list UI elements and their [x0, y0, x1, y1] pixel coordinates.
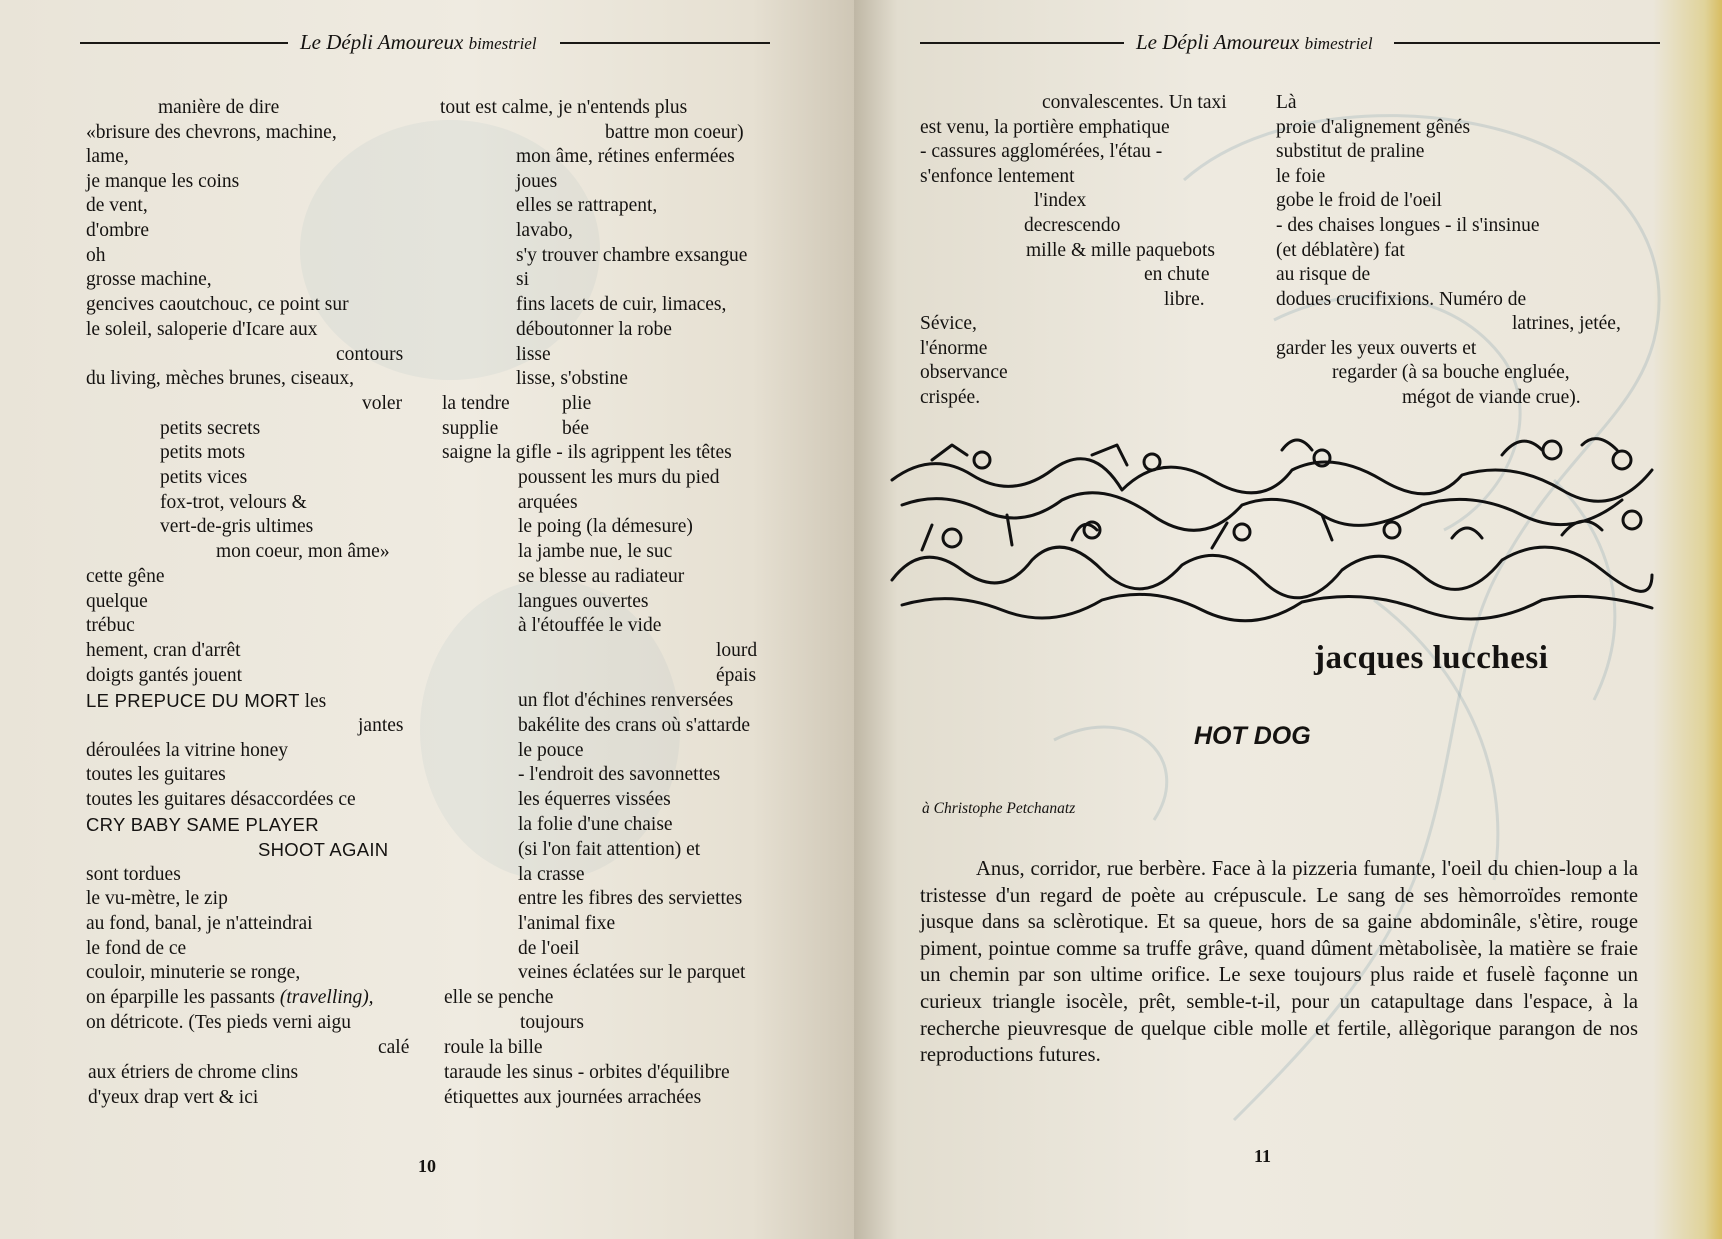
- poem-line: cette gêne: [86, 566, 165, 587]
- poem-line: déboutonner la robe: [516, 319, 672, 340]
- running-header: [80, 28, 770, 58]
- poem-line: épais: [716, 665, 757, 686]
- poem-line: étiquettes aux journées arrachées: [444, 1087, 702, 1108]
- poem-line: oh: [86, 245, 106, 266]
- poem-line: (et déblatère) fat: [1276, 240, 1405, 261]
- poem-line: grosse machine,: [86, 269, 212, 290]
- poem-line: lisse, s'obstine: [516, 368, 628, 389]
- poem-line: la jambe nue, le suc: [518, 541, 673, 562]
- poem-line: bakélite des crans où s'attarde: [518, 715, 751, 736]
- poem-line: le fond de ce: [86, 938, 187, 959]
- poem-line: bée: [562, 418, 590, 439]
- poem-line: si: [516, 269, 530, 290]
- journal-title: Le Dépli Amoureux bimestriel: [300, 30, 537, 54]
- poem-line: en chute: [1144, 264, 1210, 285]
- header-rule-right: [560, 42, 770, 44]
- poem-line: le pouce: [518, 740, 584, 761]
- poem-line: fox-trot, velours &: [160, 492, 307, 513]
- poem-line: le vu-mètre, le zip: [86, 888, 228, 909]
- poem-line: d'yeux drap vert & ici: [88, 1087, 259, 1108]
- poem-line: decrescendo: [1024, 215, 1121, 236]
- poem-line: de vent,: [86, 195, 148, 216]
- poem-line: déroulées la vitrine honey: [86, 740, 288, 761]
- poem-line: CRY BABY SAME PLAYER: [86, 814, 319, 835]
- poem-line: toutes les guitares désaccordées ce: [86, 789, 356, 810]
- poem-line: «brisure des chevrons, machine,: [86, 122, 337, 143]
- poem-line: au risque de: [1276, 264, 1371, 285]
- poem-line: dodues crucifixions. Numéro de: [1276, 289, 1527, 310]
- poem-line: mon coeur, mon âme»: [216, 541, 390, 562]
- poem-line: calé: [378, 1037, 410, 1058]
- poem-line: couloir, minuterie se ronge,: [86, 962, 301, 983]
- poem-line: saigne la gifle - ils agrippent les têtes: [442, 442, 732, 463]
- poem-line: je manque les coins: [86, 171, 240, 192]
- poem-line: voler: [362, 393, 403, 414]
- page-number: 10: [418, 1156, 436, 1176]
- dedication: à Christophe Petchanatz: [922, 800, 1076, 817]
- author-name: jacques lucchesi: [1314, 640, 1549, 676]
- header-rule-left: [920, 42, 1124, 44]
- poem-line: mon âme, rétines enfermées: [516, 146, 735, 167]
- poem-line: - l'endroit des savonnettes: [518, 764, 721, 785]
- poem-line: lavabo,: [516, 220, 573, 241]
- poem-line: toutes les guitares: [86, 764, 226, 785]
- poem-line: latrines, jetée,: [1512, 313, 1621, 334]
- poem-line: se blesse au radiateur: [518, 566, 685, 587]
- poem-line: mégot de viande crue).: [1402, 387, 1581, 408]
- poem-line: les équerres vissées: [518, 789, 671, 810]
- poem-line: SHOOT AGAIN: [258, 839, 389, 860]
- poem-line: gencives caoutchouc, ce point sur: [86, 294, 349, 315]
- prose-paragraph: Anus, corridor, rue berbère. Face à la pizzeria fumante, l'oeil du chien-loup a la tristesse d'un regard de poète au crépuscule. Le sang de ses hèmorroïdes remonte jusque dans sa sclèrotique. Et sa queue, hors de sa gaine abdominâle, s'ètire, rouge piment, pointue comme sa truffe grâve, quand dûment mètabolisèe, la matière se fraie un chemin par son ultime orifice. Le sexe toujours plus raide et fuselè façonne un curieux triangle isocèle, prêt, semble-t-il, pour un catapultage dans l'espace, à la recherche pieuvresque de quelque cible molle et fertile, allègorique parangon de nos reproductions futures.: [920, 858, 1638, 1067]
- poem-line: doigts gantés jouent: [86, 665, 242, 686]
- poem-line: Sévice,: [920, 313, 977, 334]
- poem-line: la tendre: [442, 393, 510, 414]
- poem-line: proie d'alignement gênés: [1276, 117, 1471, 138]
- poem-line: est venu, la portière emphatique: [920, 117, 1170, 138]
- poem-line: poussent les murs du pied: [518, 467, 720, 488]
- poem-line: aux étriers de chrome clins: [88, 1062, 299, 1083]
- poem-line: joues: [516, 171, 558, 192]
- poem-line: taraude les sinus - orbites d'équilibre: [444, 1062, 730, 1083]
- poem-line: Là: [1276, 92, 1297, 113]
- poem-line: la folie d'une chaise: [518, 814, 673, 835]
- poem-line: veines éclatées sur le parquet: [518, 962, 746, 983]
- poem-line: hement, cran d'arrêt: [86, 640, 241, 661]
- poem-line: du living, mèches brunes, ciseaux,: [86, 368, 355, 389]
- header-rule-right: [1394, 42, 1660, 44]
- poem-line: plie: [562, 393, 592, 414]
- poem-line: l'animal fixe: [518, 913, 616, 934]
- poem-line: entre les fibres des serviettes: [518, 888, 743, 909]
- page-number: 11: [1254, 1146, 1272, 1166]
- journal-title: Le Dépli Amoureux bimestriel: [1136, 30, 1373, 54]
- poem-line: battre mon coeur): [605, 122, 744, 143]
- poem-line: libre.: [1164, 289, 1205, 310]
- poem-line: lisse: [516, 344, 551, 365]
- poem-line: on éparpille les passants (travelling),: [86, 987, 374, 1008]
- right-page: [854, 0, 1722, 1239]
- poem-line: au fond, banal, je n'atteindrai: [86, 913, 313, 934]
- poem-line: (si l'on fait attention) et: [518, 839, 701, 860]
- poem-line: observance: [920, 362, 1008, 383]
- poem-line: regarder (à sa bouche engluée,: [1332, 362, 1570, 383]
- poem-line: sont tordues: [86, 864, 181, 885]
- poem-line: vert-de-gris ultimes: [160, 516, 314, 537]
- poem-line: lame,: [86, 146, 129, 167]
- poem-line: la crasse: [518, 864, 585, 885]
- poem-line: petits vices: [160, 467, 248, 488]
- poem-line: de l'oeil: [518, 938, 580, 959]
- poem-line: tout est calme, je n'entends plus: [440, 97, 688, 118]
- left-page: [0, 0, 854, 1239]
- poem-line: petits mots: [160, 442, 246, 463]
- poem-line: s'y trouver chambre exsangue: [516, 245, 748, 266]
- poem-line: roule la bille: [444, 1037, 543, 1058]
- poem-line: gobe le froid de l'oeil: [1276, 190, 1442, 211]
- header-rule-left: [80, 42, 288, 44]
- poem-line: un flot d'échines renversées: [518, 690, 734, 711]
- poem-line: elles se rattrapent,: [516, 195, 658, 216]
- poem-line: - des chaises longues - il s'insinue: [1276, 215, 1540, 236]
- poem-line: trébuc: [86, 615, 135, 636]
- poem-line: langues ouvertes: [518, 591, 649, 612]
- poem-line: jantes: [358, 715, 404, 736]
- poem-line: substitut de praline: [1276, 141, 1425, 162]
- poem-line: arquées: [518, 492, 578, 513]
- poem-line: crispée.: [920, 387, 981, 408]
- poem-line: le foie: [1276, 166, 1326, 187]
- poem-line: le poing (la démesure): [518, 516, 693, 537]
- poem-line: mille & mille paquebots: [1026, 240, 1216, 261]
- running-header: [920, 28, 1660, 58]
- poem-line: garder les yeux ouverts et: [1276, 338, 1477, 359]
- poem-line: toujours: [520, 1012, 584, 1033]
- poem-line: quelque: [86, 591, 148, 612]
- poem-line: contours: [336, 344, 404, 365]
- poem-line: d'ombre: [86, 220, 150, 241]
- poem-line: fins lacets de cuir, limaces,: [516, 294, 727, 315]
- poem-line: - cassures agglomérées, l'étau -: [920, 141, 1163, 162]
- poem-line: l'index: [1034, 190, 1087, 211]
- poem-line: l'énorme: [920, 338, 988, 359]
- poem-line: on détricote. (Tes pieds verni aigu: [86, 1012, 352, 1033]
- poem-line: elle se penche: [444, 987, 554, 1008]
- poem-line: manière de dire: [158, 97, 280, 118]
- poem-line: petits secrets: [160, 418, 261, 439]
- figures-frieze-illustration: [862, 420, 1662, 640]
- poem-line: LE PREPUCE DU MORT les: [86, 690, 327, 712]
- poem-line: convalescentes. Un taxi: [1042, 92, 1227, 113]
- poem-line: à l'étouffée le vide: [518, 615, 662, 636]
- poem-line: lourd: [716, 640, 758, 661]
- poem-line: supplie: [442, 418, 499, 439]
- poem-line: le soleil, saloperie d'Icare aux: [86, 319, 318, 340]
- poem-line: s'enfonce lentement: [920, 166, 1075, 187]
- poem-title: HOT DOG: [1194, 722, 1311, 750]
